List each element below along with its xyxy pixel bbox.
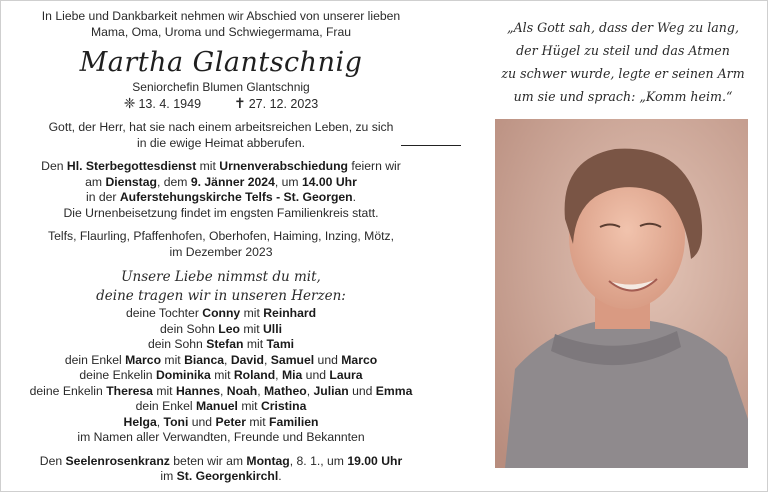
birth-star-icon: ❈ [123, 94, 136, 111]
portrait-illustration [495, 119, 748, 468]
fold-divider [401, 145, 461, 146]
service-name: Hl. Sterbegottesdienst [66, 159, 197, 173]
deceased-role: Seniorchefin Blumen Glantschnig [132, 80, 310, 94]
intro-line-1: In Liebe und Dankbarkeit nehmen wir Abschied von unserer lieben [41, 9, 401, 23]
rosary-paragraph: Den Seelenrosenkranz beten wir am Montag, 8. 1., um 19.00 Uhr im St. Georgenkirchl. [39, 453, 403, 483]
passing-line-1: Gott, der Herr, hat sie nach einem arbeitsreichen Leben, zu sich [48, 120, 394, 134]
portrait-photo [495, 119, 748, 468]
family-closing: im Namen aller Verwandten, Freunde und Bekannten [77, 430, 365, 444]
service-time: 14.00 Uhr [301, 174, 357, 189]
family-row: dein Enkel Marco mit Bianca, David, Samuel und Marco [64, 352, 378, 367]
family-list [9, 306, 433, 446]
burial-note: Die Urnenbeisetzung findet im engsten Familienkreis statt. [63, 205, 379, 220]
passing-line-2: in die ewige Heimat abberufen. [136, 135, 306, 150]
birth-date: 13. 4. 1949 [138, 96, 202, 111]
family-row: dein Enkel Manuel mit Cristina [135, 399, 307, 413]
life-dates [9, 96, 433, 113]
places-line: Telfs, Flaurling, Pfaffenhofen, Oberhofen, Haiming, Inzing, Mötz, [48, 229, 394, 243]
rosary-church: St. Georgenkirchl [176, 469, 279, 483]
family-row: dein Sohn Stefan mit Tami [147, 337, 295, 351]
family-row: deine Tochter Conny mit Reinhard [125, 306, 317, 320]
quote-line-3: zu schwer wurde, legte er seinen Arm [501, 66, 745, 81]
service-paragraph: Den Hl. Sterbegottesdienst mit Urnenverabschiedung feiern wir am Dienstag, dem 9. Jänner 2024, um 14.00 Uhr in der Auferstehungskirche Telfs - St. Georgen. Die Urnenbeisetzung findet im engsten Familienkreis statt. [41, 159, 401, 220]
rosary-name: Seelenrosenkranz [65, 453, 170, 468]
passing-paragraph [9, 120, 433, 151]
service-date: 9. Jänner 2024 [190, 174, 275, 189]
deceased-name: Martha Glantschnig [79, 47, 363, 78]
death-date: 27. 12. 2023 [248, 96, 319, 111]
service-church: Auferstehungskirche Telfs - St. Georgen [119, 190, 353, 204]
rosary-time: 19.00 Uhr [347, 453, 403, 468]
urn-farewell: Urnenverabschiedung [219, 159, 348, 173]
cross-icon: ✝ [234, 94, 246, 111]
family-row: deine Enkelin Dominika mit Roland, Mia und Laura [79, 368, 363, 382]
rosary-weekday: Montag [246, 453, 290, 468]
place-date-line: im Dezember 2023 [169, 244, 273, 259]
service-weekday: Dienstag [105, 174, 157, 189]
quote-line-4: um sie und sprach: „Komm heim.“ [513, 89, 733, 104]
quote-line-2: der Hügel zu steil und das Atmen [516, 43, 730, 58]
quote-line-1: „Als Gott sah, dass der Weg zu lang, [507, 20, 739, 35]
intro-line-2: Mama, Oma, Uroma und Schwiegermama, Frau [90, 24, 352, 39]
family-motto: Unsere Liebe nimmst du mit, deine tragen wir in unseren Herzen: [96, 269, 346, 304]
intro-text [9, 9, 433, 40]
family-row: deine Enkelin Theresa mit Hannes, Noah, Matheo, Julian und Emma [29, 383, 413, 398]
memorial-quote [495, 16, 751, 108]
places-paragraph [9, 229, 433, 260]
family-row: dein Sohn Leo mit Ulli [160, 321, 282, 336]
family-row: Helga, Toni und Peter mit Familien [123, 414, 319, 429]
obituary-text-column [9, 9, 433, 485]
